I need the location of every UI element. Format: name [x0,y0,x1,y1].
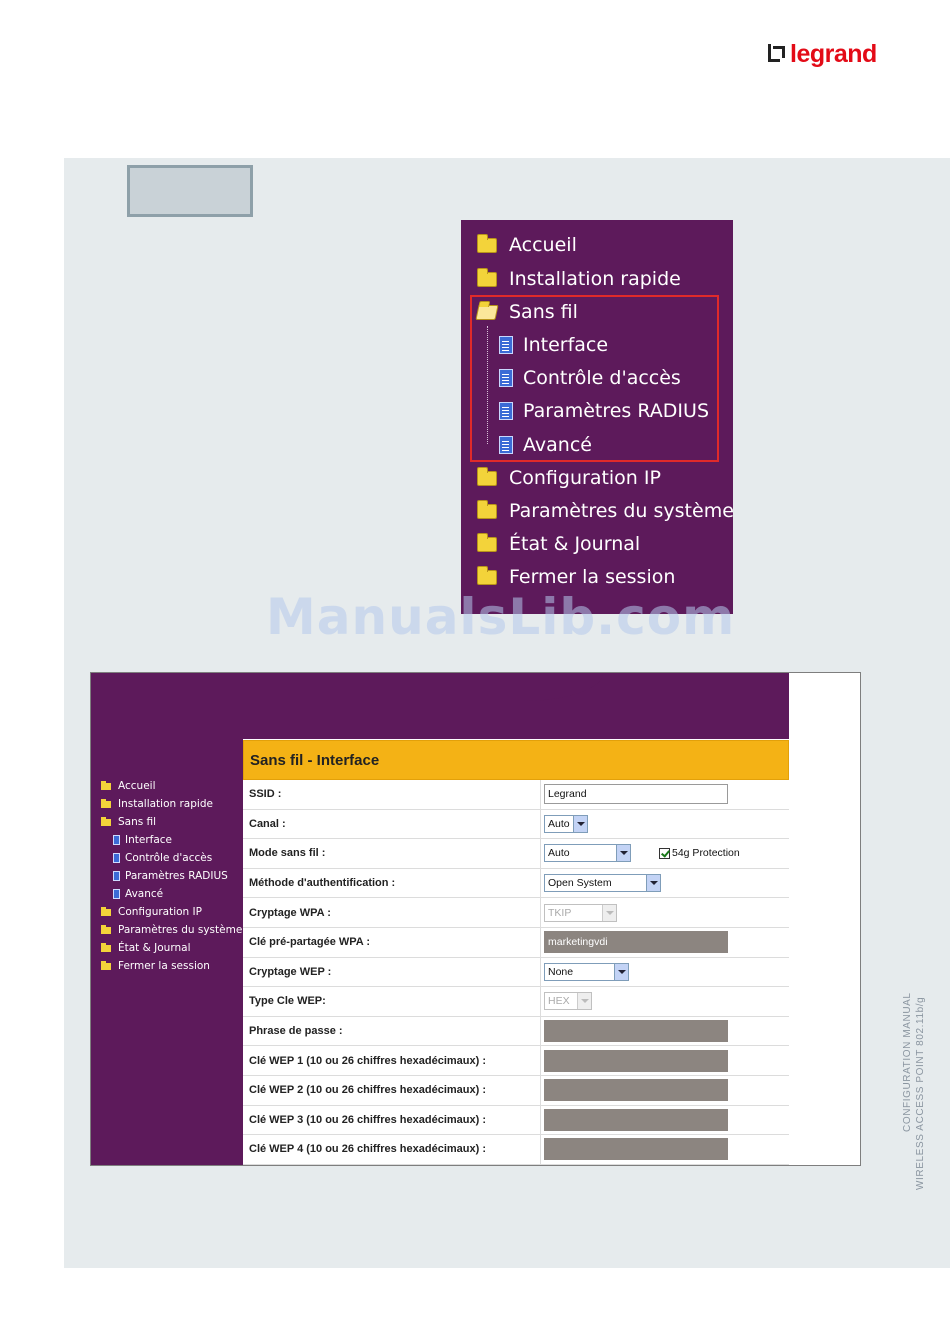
field-label: Clé WEP 4 (10 ou 26 chiffres hexadécimaux) : [243,1135,541,1164]
form-title: Sans fil - Interface [243,740,789,780]
chevron-down-icon [614,964,628,980]
folder-icon [101,801,111,808]
menu-item-label: Paramètres du système [509,500,734,522]
select-value: TKIP [548,906,572,919]
smenu-sans-fil[interactable] [101,814,156,830]
passphrase-input[interactable] [544,1020,728,1042]
watermark: ManualsLib.com [266,588,736,646]
form-row-wep4 [243,1135,789,1165]
smenu-label: Contrôle d'accès [125,852,213,864]
auth-select[interactable] [544,874,661,892]
menu-item-label: Configuration IP [509,467,661,489]
wep-key-3-input[interactable] [544,1109,728,1131]
chevron-down-icon [602,905,616,921]
protection-checkbox[interactable] [659,847,740,859]
wep-key-1-input[interactable] [544,1050,728,1072]
field-label: Clé WEP 3 (10 ou 26 chiffres hexadécimaux) : [243,1106,541,1135]
menu-item-label: Contrôle d'accès [523,367,681,389]
field-label: Cryptage WPA : [243,898,541,927]
field-label: Clé pré-partagée WPA : [243,928,541,957]
smenu-interface[interactable] [113,832,172,848]
smenu-label: Fermer la session [118,960,210,972]
smenu-parametres-radius[interactable] [113,868,228,884]
folder-icon [477,471,497,486]
folder-icon [477,537,497,552]
smenu-installation-rapide[interactable] [101,796,213,812]
field-label: Canal : [243,810,541,839]
menu-item-label: Sans fil [509,301,578,323]
panel-tab [127,165,253,217]
wep-key-4-input[interactable] [544,1138,728,1160]
canal-select[interactable] [544,815,588,833]
menu-item-label: Installation rapide [509,268,681,290]
menu-item-label: Avancé [523,434,592,456]
form-row-wep2 [243,1076,789,1106]
wpa-select[interactable] [544,904,617,922]
smenu-label: Accueil [118,780,156,792]
menu-item-configuration-ip[interactable] [477,463,661,493]
smenu-controle-acces[interactable] [113,850,212,866]
menu-item-label: Interface [523,334,609,356]
form-row-wpa [243,898,789,928]
menu-item-etat-journal[interactable] [477,529,640,559]
menu-item-parametres-systeme[interactable] [477,496,734,526]
page-icon [113,835,120,845]
side-caption-line1: CONFIGURATION MANUAL [902,992,913,1132]
menu-item-label: Paramètres RADIUS [523,400,710,422]
chevron-down-icon [577,993,591,1009]
field-label: Méthode d'authentification : [243,869,541,898]
select-value: HEX [548,995,570,1008]
smenu-avance[interactable] [113,886,163,902]
form-row-wep-type [243,987,789,1017]
page-icon [113,853,120,863]
wep-select[interactable] [544,963,629,981]
smenu-fermer-session[interactable] [101,958,210,974]
field-label: Phrase de passe : [243,1017,541,1046]
page-icon [113,889,120,899]
folder-icon [477,238,497,253]
form-row-mode [243,839,789,869]
checkbox-checked-icon [659,848,670,859]
field-label: SSID : [243,780,541,809]
smenu-parametres-systeme[interactable] [101,922,242,938]
ssid-input[interactable]: Legrand [544,784,728,804]
form-row-ssid [243,780,789,810]
form-row-wep [243,958,789,988]
checkbox-label: 54g Protection [672,847,740,860]
menu-item-installation-rapide[interactable] [477,264,681,294]
highlight-box [470,295,719,462]
folder-icon [477,504,497,519]
select-value: Auto [548,847,570,860]
smenu-label: État & Journal [118,942,191,954]
field-label: Clé WEP 1 (10 ou 26 chiffres hexadécimaux) : [243,1046,541,1075]
folder-icon [101,927,111,934]
logo-text: legrand [790,39,877,68]
smenu-label: Paramètres du système [118,924,243,936]
form-row-auth [243,869,789,899]
smenu-label: Installation rapide [118,798,213,810]
field-label: Cryptage WEP : [243,958,541,987]
smenu-configuration-ip[interactable] [101,904,202,920]
field-label: Mode sans fil : [243,839,541,868]
side-caption-line2: WIRELESS ACCESS POINT 802.11b/g [915,996,926,1190]
folder-icon [477,272,497,287]
smenu-label: Interface [125,834,173,846]
psk-input[interactable]: marketingvdi [544,931,728,953]
form-row-passphrase [243,1017,789,1047]
form-row-canal [243,810,789,840]
menu-item-label: Fermer la session [509,566,676,588]
chevron-down-icon [573,816,587,832]
form-row-wep1 [243,1046,789,1076]
select-value: Open System [548,877,612,890]
menu-item-label: État & Journal [509,533,641,555]
screenshot-right-margin [789,673,861,1166]
smenu-label: Configuration IP [118,906,202,918]
menu-item-label: Accueil [509,234,577,256]
smenu-label: Avancé [125,888,164,900]
folder-icon [101,783,111,790]
page-icon [113,871,120,881]
header-purple-band [243,673,789,739]
folder-icon [101,909,111,916]
field-label: Clé WEP 2 (10 ou 26 chiffres hexadécimaux) : [243,1076,541,1105]
chevron-down-icon [646,875,660,891]
menu-item-accueil[interactable] [477,230,577,260]
folder-icon [477,570,497,585]
smenu-label: Sans fil [118,816,157,828]
wep-type-select[interactable] [544,992,592,1010]
wireless-interface-form [243,740,789,1165]
smenu-etat-journal[interactable] [101,940,190,956]
select-value: None [548,965,574,978]
wep-key-2-input[interactable] [544,1079,728,1101]
side-caption [898,990,928,1190]
mode-select[interactable] [544,844,631,862]
legrand-logo [768,40,877,68]
select-value: Auto [548,817,570,830]
folder-icon [101,963,111,970]
smenu-label: Paramètres RADIUS [125,870,228,882]
form-row-psk [243,928,789,958]
legrand-logo-icon [768,44,786,64]
interface-screenshot [90,672,861,1166]
chevron-down-icon [616,845,630,861]
open-folder-icon [101,819,111,826]
form-row-wep3 [243,1106,789,1136]
smenu-accueil[interactable] [101,778,156,794]
field-label: Type Cle WEP: [243,987,541,1016]
folder-icon [101,945,111,952]
